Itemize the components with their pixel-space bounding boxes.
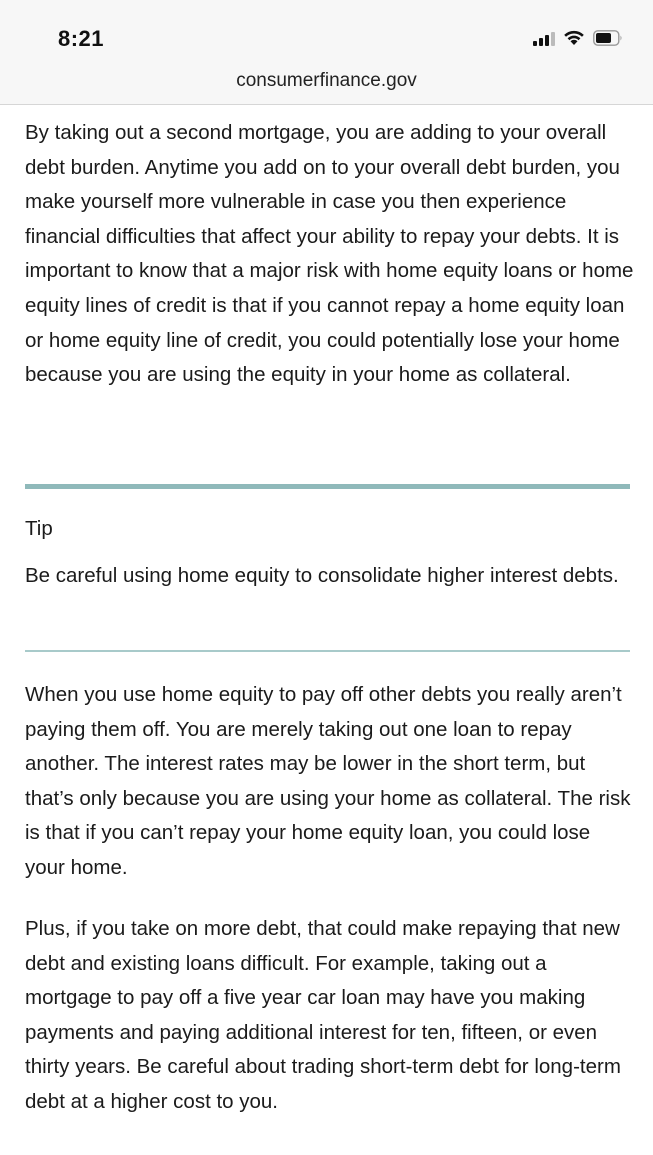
paragraph-second-mortgage-risk: By taking out a second mortgage, you are adding to your overall debt burden. Anytime you add on to your overall debt burden, you make yourself more vulnerable in case you then experience financial difficulties that affect your ability to repay your debts. It is important to know that a major risk with home equity loans or home equity lines of credit is that if you cannot repay a home equity loan or home equity line of credit, you could potentially lose your home because you are using the equity in your home as collateral. [25,121,634,387]
url-text[interactable]: consumerfinance.gov [236,70,417,91]
tip-text: Be careful using home equity to consolidate higher interest debts. [25,564,619,587]
tip-label: Tip [25,517,53,540]
status-bar [0,0,653,62]
status-icons [533,28,623,46]
battery-icon [593,30,623,46]
wifi-icon [563,29,585,46]
paragraph-more-debt: Plus, if you take on more debt, that could make repaying that new debt and existing loans difficult. For example, taking out a mortgage to pay off a five year car loan may have you making payments and paying additional interest for ten, fifteen, or even thirty years. Be careful about trading short-term debt for long-term debt at a higher cost to you. [25,917,621,1113]
signal-icon [533,30,555,46]
paragraph-consolidation-risk: When you use home equity to pay off other debts you really aren’t paying them off. You are merely taking out one loan to repay another. The interest rates may be lower in the short term, but that’s only because you are using your home as collateral. The risk is that if you can’t repay your home equity loan, you could lose your home. [25,683,631,879]
tip-bottom-divider [25,650,630,652]
browser-url-bar[interactable] [0,62,653,105]
tip-top-divider [25,484,630,489]
status-time: 8:21 [58,26,105,51]
